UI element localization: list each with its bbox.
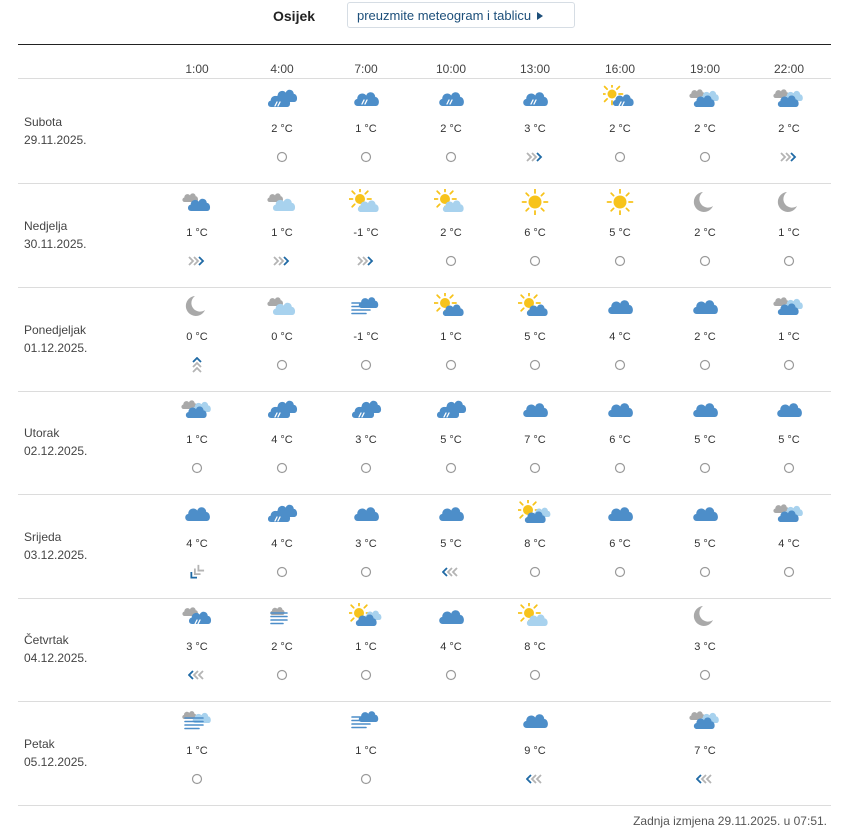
forecast-cell: [499, 597, 571, 693]
forecast-cell: [161, 390, 233, 486]
fog-grey-icon: [265, 603, 299, 629]
temperature: 4 °C: [609, 331, 631, 343]
forecast-cell: [161, 183, 233, 279]
forecast-cell: [499, 390, 571, 486]
temperature: 5 °C: [440, 538, 462, 550]
cloud-icon: [349, 500, 383, 526]
wind-calm-icon: [442, 253, 460, 269]
fog-cloud-icon: [180, 707, 214, 733]
forecast-cell: [330, 494, 402, 590]
forecast-cell: [330, 79, 402, 175]
cloud-heavy-rain-icon: [265, 85, 299, 111]
fog-icon: [349, 293, 383, 319]
forecast-cell: [246, 287, 318, 383]
cloud-icon: [180, 500, 214, 526]
forecast-cell: [499, 287, 571, 383]
forecast-cell: [246, 494, 318, 590]
forecast-cell: [330, 701, 402, 797]
sun-cloud-light-icon: [349, 603, 383, 629]
temperature: 3 °C: [355, 434, 377, 446]
last-updated-note: Zadnja izmjena 29.11.2025. u 07:51.: [633, 814, 827, 828]
temperature: 2 °C: [271, 641, 293, 653]
sun-icon: [603, 189, 637, 215]
temperature: 3 °C: [524, 123, 546, 135]
forecast-cell: [330, 390, 402, 486]
forecast-cell: [499, 183, 571, 279]
cloud-icon: [434, 500, 468, 526]
forecast-cell: [584, 287, 656, 383]
temperature: 1 °C: [778, 331, 800, 343]
wind-calm-icon: [611, 357, 629, 373]
wind-calm-icon: [526, 253, 544, 269]
temperature: 6 °C: [524, 227, 546, 239]
forecast-cell: [415, 79, 487, 175]
temperature: 3 °C: [694, 641, 716, 653]
wind-calm-icon: [526, 667, 544, 683]
temperature: 4 °C: [271, 434, 293, 446]
temperature: 1 °C: [271, 227, 293, 239]
wind-calm-icon: [526, 460, 544, 476]
forecast-cell: [753, 390, 825, 486]
wind-calm-icon: [357, 771, 375, 787]
day-label: [24, 321, 87, 357]
cloudy-light-icon: [265, 189, 299, 215]
forecast-cell: [499, 494, 571, 590]
wind-calm-icon: [357, 149, 375, 165]
temperature: 4 °C: [271, 538, 293, 550]
wind-arrows-right-icon: [526, 149, 544, 165]
day-label: [24, 217, 87, 253]
forecast-cell: [161, 597, 233, 693]
temperature: 4 °C: [440, 641, 462, 653]
forecast-cell: [584, 79, 656, 175]
temperature: 1 °C: [355, 641, 377, 653]
forecast-cell: [669, 183, 741, 279]
forecast-cell: [584, 183, 656, 279]
temperature: 3 °C: [186, 641, 208, 653]
day-name: Utorak: [24, 426, 60, 440]
wind-calm-icon: [611, 460, 629, 476]
temperature: 2 °C: [271, 123, 293, 135]
temperature: 7 °C: [524, 434, 546, 446]
forecast-cell: [669, 701, 741, 797]
forecast-cell: [669, 79, 741, 175]
forecast-cell: [499, 79, 571, 175]
forecast-cell: [246, 597, 318, 693]
cloud-icon: [688, 396, 722, 422]
temperature: 5 °C: [609, 227, 631, 239]
forecast-cell: [753, 287, 825, 383]
forecast-cell: [753, 494, 825, 590]
temperature: 2 °C: [694, 123, 716, 135]
temperature: 2 °C: [778, 123, 800, 135]
day-name: Ponedjeljak: [24, 323, 87, 337]
temperature: 5 °C: [440, 434, 462, 446]
cloud-icon: [518, 707, 552, 733]
temperature: -1 °C: [353, 227, 379, 239]
hour-label: 10:00: [435, 62, 467, 76]
cloud-heavy-rain-icon: [434, 396, 468, 422]
temperature: 1 °C: [440, 331, 462, 343]
play-arrow-icon: [537, 12, 543, 20]
wind-calm-icon: [526, 357, 544, 373]
forecast-cell: [753, 79, 825, 175]
download-meteogram-button[interactable]: [347, 2, 575, 28]
temperature: 4 °C: [186, 538, 208, 550]
cloud-rain-icon: [518, 85, 552, 111]
hour-label: 16:00: [604, 62, 636, 76]
temperature: 0 °C: [271, 331, 293, 343]
forecast-cell: [415, 597, 487, 693]
forecast-cell: [330, 287, 402, 383]
cloud-heavy-rain-icon: [265, 500, 299, 526]
forecast-cell: [584, 390, 656, 486]
temperature: 4 °C: [778, 538, 800, 550]
wind-calm-icon: [696, 357, 714, 373]
moon-icon: [688, 603, 722, 629]
forecast-cell: [246, 79, 318, 175]
day-label: [24, 528, 87, 564]
temperature: -1 °C: [353, 331, 379, 343]
temperature: 2 °C: [440, 227, 462, 239]
wind-calm-icon: [696, 460, 714, 476]
forecast-cell: [415, 390, 487, 486]
cloud-heavy-rain-icon: [265, 396, 299, 422]
forecast-cell: [669, 597, 741, 693]
partly-cloudy-icon: [772, 500, 806, 526]
partly-cloudy-icon: [180, 396, 214, 422]
cloud-icon: [603, 500, 637, 526]
day-name: Subota: [24, 115, 63, 129]
day-name: Četvrtak: [24, 633, 69, 647]
forecast-cell: [415, 494, 487, 590]
wind-calm-icon: [273, 667, 291, 683]
cloud-heavy-rain-icon: [349, 396, 383, 422]
hour-label: 4:00: [270, 62, 294, 76]
cloud-icon: [518, 396, 552, 422]
wind-calm-icon: [357, 357, 375, 373]
wind-calm-icon: [696, 667, 714, 683]
day-date: 03.12.2025.: [24, 548, 88, 562]
temperature: 1 °C: [778, 227, 800, 239]
temperature: 2 °C: [609, 123, 631, 135]
sun-cloud-light-icon: [518, 500, 552, 526]
temperature: 1 °C: [186, 227, 208, 239]
forecast-cell: [246, 183, 318, 279]
partly-cloudy-icon: [772, 293, 806, 319]
partly-cloudy-icon: [688, 707, 722, 733]
wind-arrows-right-icon: [188, 253, 206, 269]
cloudy-light-icon: [265, 293, 299, 319]
hour-label: 1:00: [185, 62, 209, 76]
day-label: [24, 113, 87, 149]
forecast-cell: [669, 390, 741, 486]
partly-cloudy-icon: [772, 85, 806, 111]
wind-calm-icon: [357, 667, 375, 683]
wind-calm-icon: [780, 357, 798, 373]
cloud-icon: [434, 603, 468, 629]
wind-arrows-up-icon: [188, 357, 206, 373]
temperature: 9 °C: [524, 745, 546, 757]
temperature: 3 °C: [355, 538, 377, 550]
forecast-cell: [753, 183, 825, 279]
cloud-icon: [603, 293, 637, 319]
day-name: Petak: [24, 737, 55, 751]
temperature: 8 °C: [524, 641, 546, 653]
hour-label: 7:00: [354, 62, 378, 76]
temperature: 2 °C: [440, 123, 462, 135]
wind-calm-icon: [442, 149, 460, 165]
wind-calm-icon: [696, 564, 714, 580]
forecast-cell: [415, 183, 487, 279]
sun-light-cloud-icon: [349, 189, 383, 215]
day-label: [24, 631, 87, 667]
cloud-rain-icon: [434, 85, 468, 111]
day-label: [24, 735, 87, 771]
day-date: 01.12.2025.: [24, 341, 88, 355]
cloud-icon: [688, 293, 722, 319]
wind-arrows-right-icon: [780, 149, 798, 165]
sun-light-cloud-icon: [518, 603, 552, 629]
wind-calm-icon: [188, 771, 206, 787]
temperature: 5 °C: [778, 434, 800, 446]
wind-arrows-left-icon: [188, 667, 206, 683]
day-label: [24, 424, 87, 460]
forecast-cell: [161, 494, 233, 590]
temperature: 5 °C: [524, 331, 546, 343]
wind-calm-icon: [611, 149, 629, 165]
wind-calm-icon: [357, 460, 375, 476]
wind-arrows-left-icon: [526, 771, 544, 787]
hour-label: 13:00: [519, 62, 551, 76]
sun-light-cloud-icon: [434, 189, 468, 215]
wind-calm-icon: [273, 357, 291, 373]
row-divider: [18, 805, 831, 806]
sun-icon: [518, 189, 552, 215]
wind-arrows-right-icon: [357, 253, 375, 269]
wind-calm-icon: [526, 564, 544, 580]
grey-cloud-rain-icon: [180, 603, 214, 629]
wind-calm-icon: [780, 460, 798, 476]
wind-calm-icon: [442, 357, 460, 373]
temperature: 2 °C: [694, 227, 716, 239]
partly-cloudy-icon: [688, 85, 722, 111]
temperature: 0 °C: [186, 331, 208, 343]
forecast-cell: [330, 183, 402, 279]
temperature: 2 °C: [694, 331, 716, 343]
forecast-cell: [584, 494, 656, 590]
day-name: Nedjelja: [24, 219, 68, 233]
temperature: 5 °C: [694, 538, 716, 550]
temperature: 1 °C: [186, 434, 208, 446]
forecast-cell: [669, 494, 741, 590]
wind-calm-icon: [442, 460, 460, 476]
wind-calm-icon: [188, 460, 206, 476]
wind-calm-icon: [696, 149, 714, 165]
wind-arrows-right-icon: [273, 253, 291, 269]
temperature: 6 °C: [609, 434, 631, 446]
hour-header-row: [0, 62, 845, 78]
moon-icon: [688, 189, 722, 215]
city-title: Osijek: [273, 8, 316, 24]
temperature: 1 °C: [186, 745, 208, 757]
day-date: 02.12.2025.: [24, 444, 88, 458]
forecast-cell: [499, 701, 571, 797]
temperature: 6 °C: [609, 538, 631, 550]
temperature: 1 °C: [355, 745, 377, 757]
forecast-cell: [669, 287, 741, 383]
day-date: 29.11.2025.: [24, 133, 87, 147]
moon-icon: [180, 293, 214, 319]
wind-calm-icon: [442, 667, 460, 683]
cloud-icon: [603, 396, 637, 422]
temperature: 1 °C: [355, 123, 377, 135]
wind-calm-icon: [357, 564, 375, 580]
forecast-cell: [161, 701, 233, 797]
forecast-cell: [246, 390, 318, 486]
wind-calm-icon: [611, 253, 629, 269]
moon-icon: [772, 189, 806, 215]
forecast-cell: [161, 287, 233, 383]
wind-calm-icon: [780, 253, 798, 269]
day-date: 05.12.2025.: [24, 755, 88, 769]
wind-calm-icon: [611, 564, 629, 580]
forecast-cell: [415, 287, 487, 383]
cloudy-grey-icon: [180, 189, 214, 215]
fog-icon: [349, 707, 383, 733]
wind-arrows-left-icon: [442, 564, 460, 580]
wind-calm-icon: [696, 253, 714, 269]
sun-cloud-rain-icon: [603, 85, 637, 111]
temperature: 5 °C: [694, 434, 716, 446]
wind-arrows-left-icon: [696, 771, 714, 787]
day-date: 04.12.2025.: [24, 651, 88, 665]
wind-calm-icon: [273, 460, 291, 476]
page-header: [0, 0, 845, 40]
temperature: 8 °C: [524, 538, 546, 550]
day-name: Srijeda: [24, 530, 62, 544]
wind-arrows-sw-icon: [188, 564, 206, 580]
hour-label: 19:00: [689, 62, 721, 76]
hour-label: 22:00: [773, 62, 805, 76]
forecast-cell: [330, 597, 402, 693]
wind-calm-icon: [780, 564, 798, 580]
cloud-rain-icon: [349, 85, 383, 111]
temperature: 7 °C: [694, 745, 716, 757]
sun-cloud-icon: [434, 293, 468, 319]
sun-cloud-icon: [518, 293, 552, 319]
cloud-icon: [772, 396, 806, 422]
day-date: 30.11.2025.: [24, 237, 87, 251]
wind-calm-icon: [273, 149, 291, 165]
wind-calm-icon: [273, 564, 291, 580]
cloud-icon: [688, 500, 722, 526]
download-meteogram-label: preuzmite meteogram i tablicu: [357, 8, 532, 23]
header-divider: [18, 44, 831, 45]
